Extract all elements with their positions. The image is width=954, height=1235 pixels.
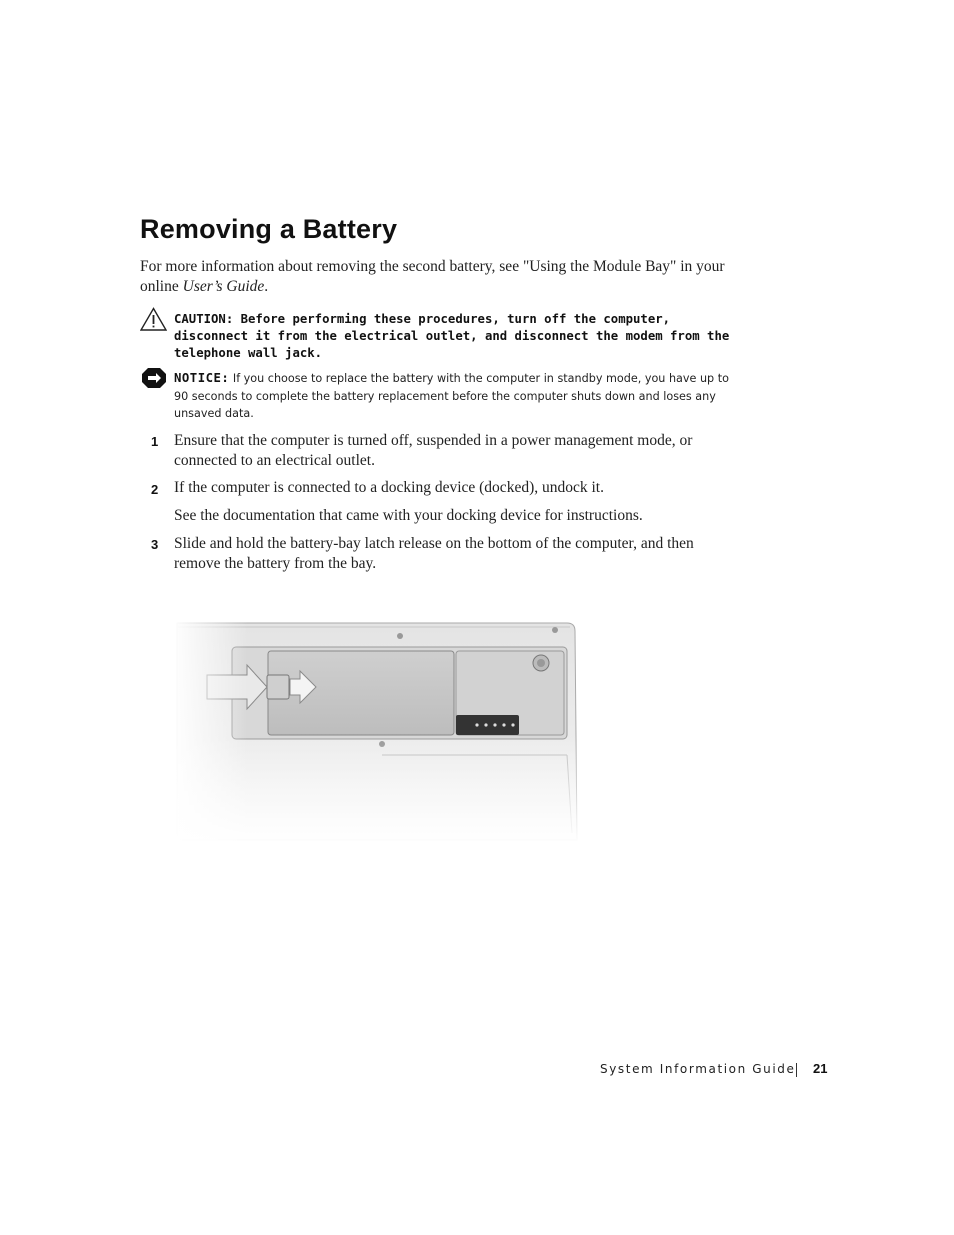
step-text: If the computer is connected to a docking device (docked), undock it. <box>174 479 604 496</box>
caution-triangle-icon <box>140 307 167 331</box>
step-number: 2 <box>151 482 159 497</box>
page-title: Removing a Battery <box>140 214 398 244</box>
step-text: Ensure that the computer is turned off, suspended in a power management mode, or connected to an electrical outlet. <box>174 432 693 469</box>
notice-label: NOTICE: <box>174 371 230 385</box>
step-note: See the documentation that came with your docking device for instructions. <box>174 507 643 524</box>
battery-bay-illustration <box>172 605 592 845</box>
footer-guide-name: System Information Guide <box>600 1062 796 1076</box>
notice-icon <box>141 367 167 389</box>
intro-paragraph <box>140 257 740 297</box>
step-number: 3 <box>151 537 159 552</box>
step-text: Slide and hold the battery-bay latch release on the bottom of the computer, and then remove the battery from the bay. <box>174 535 694 572</box>
footer-separator <box>796 1063 797 1077</box>
notice-block <box>174 370 734 423</box>
step-number: 1 <box>151 434 159 449</box>
intro-text: For more information about removing the second battery, see "Using the Module Bay" in your online <box>140 258 725 295</box>
intro-text-end: . <box>264 278 269 295</box>
users-guide-title: User’s Guide <box>182 278 265 295</box>
notice-text: If you choose to replace the battery with the computer in standby mode, you have up to 90 seconds to complete the battery replacement before the computer shuts down and loses any unsaved data. <box>174 372 729 420</box>
caution-text: CAUTION: Before performing these procedures, turn off the computer, disconnect it from the electrical outlet, and disconnect the modem from the telephone wall jack. <box>174 312 730 360</box>
page-number: 21 <box>813 1061 828 1076</box>
